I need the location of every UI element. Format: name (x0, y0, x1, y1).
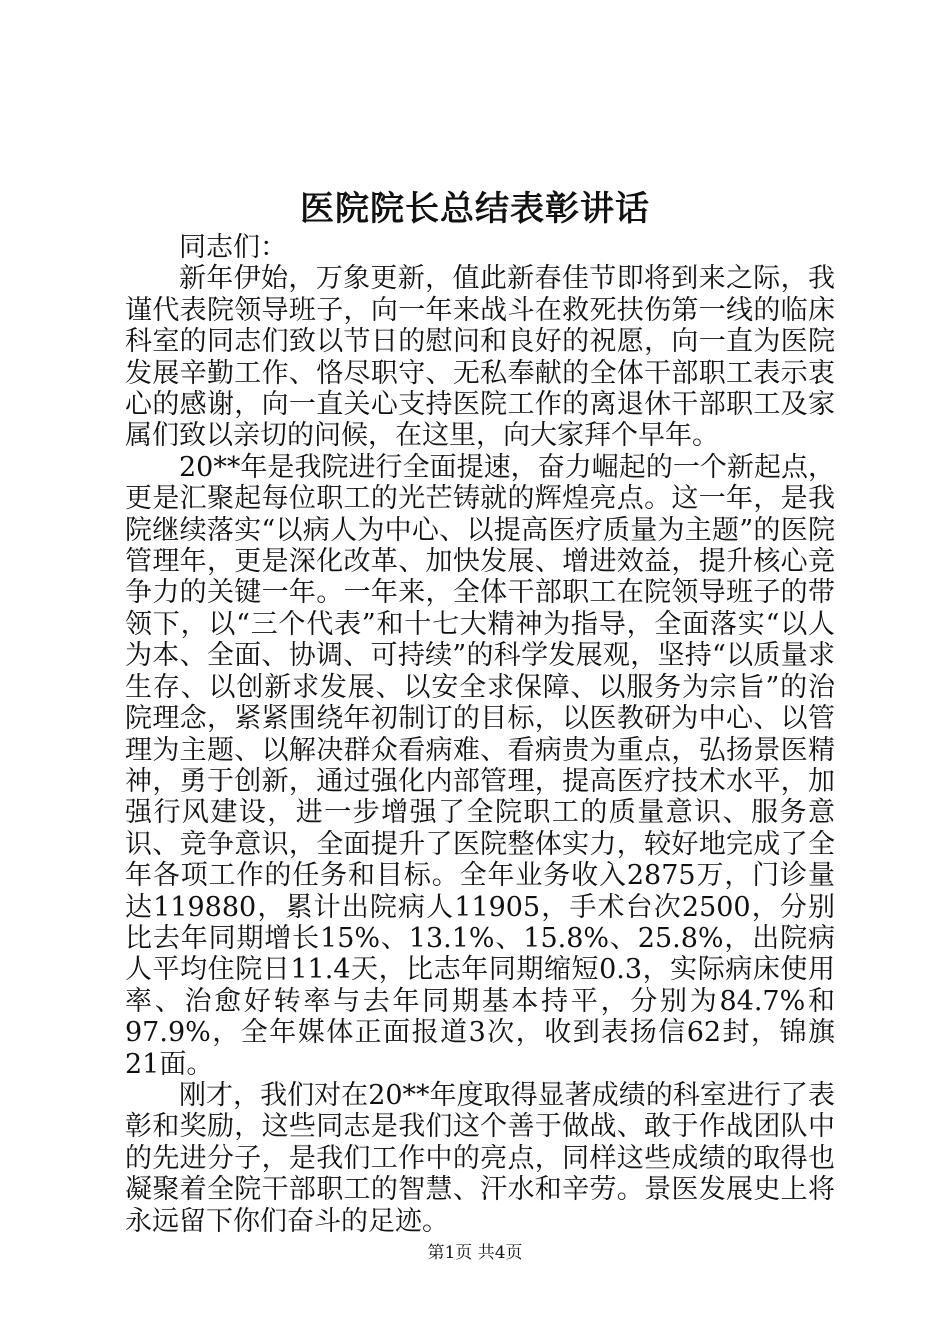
page-number-footer: 第1页 共4页 (427, 1243, 523, 1263)
body-paragraph-commendation: 刚才，我们对在20**年度取得显著成绩的科室进行了表彰和奖励，这些同志是我们这个善于做战、敢于作战团队中的先进分子，是我们工作中的亮点，同样这些成绩的取得也凝聚着全院干部职工的智慧、汗水和辛劳。景医发展史上将永远留下你们奋斗的足迹。 (125, 1079, 835, 1237)
body-paragraph-greeting: 新年伊始，万象更新，值此新春佳节即将到来之际，我谨代表院领导班子，向一年来战斗在救死扶伤第一线的临床科室的同志们致以节日的慰问和良好的祝愿，向一直为医院发展辛勤工作、恪尽职守、无私奉献的全体干部职工表示衷心的感谢，向一直关心支持医院工作的离退休干部职工及家属们致以亲切的问候，在这里，向大家拜个早年。 (125, 263, 835, 452)
document-body (125, 232, 835, 1237)
body-paragraph-annual-summary: 20**年是我院进行全面提速，奋力崛起的一个新起点，更是汇聚起每位职工的光芒铸就的辉煌亮点。这一年，是我院继续落实“以病人为中心、以提高医疗质量为主题”的医院管理年，更是深化改革、加快发展、增进效益，提升核心竞争力的关键一年。一年来，全体干部职工在院领导班子的带领下，以“三个代表”和十七大精神为指导，全面落实“以人为本、全面、协调、可持续”的科学发展观，坚持“以质量求生存、以创新求发展、以安全求保障、以服务为宗旨”的治院理念，紧紧围绕年初制订的目标，以医教研为中心、以管理为主题、以解决群众看病难、看病贵为重点，弘扬景医精神，勇于创新，通过强化内部管理，提高医疗技术水平，加强行风建设，进一步增强了全院职工的质量意识、服务意识、竞争意识，全面提升了医院整体实力，较好地完成了全年各项工作的任务和目标。全年业务收入2875万，门诊量达119880，累计出院病人11905，手术台次2500，分别比去年同期增长15%、13.1%、15.8%、25.8%，出院病人平均住院日11.4天，比志年同期缩短0.3，实际病床使用率、治愈好转率与去年同期基本持平，分别为84.7%和97.9%，全年媒体正面报道3次，收到表扬信62封，锦旗21面。 (125, 451, 835, 1080)
document-title: 医院院长总结表彰讲话 (300, 189, 650, 229)
salutation-paragraph: 同志们： (179, 232, 287, 263)
